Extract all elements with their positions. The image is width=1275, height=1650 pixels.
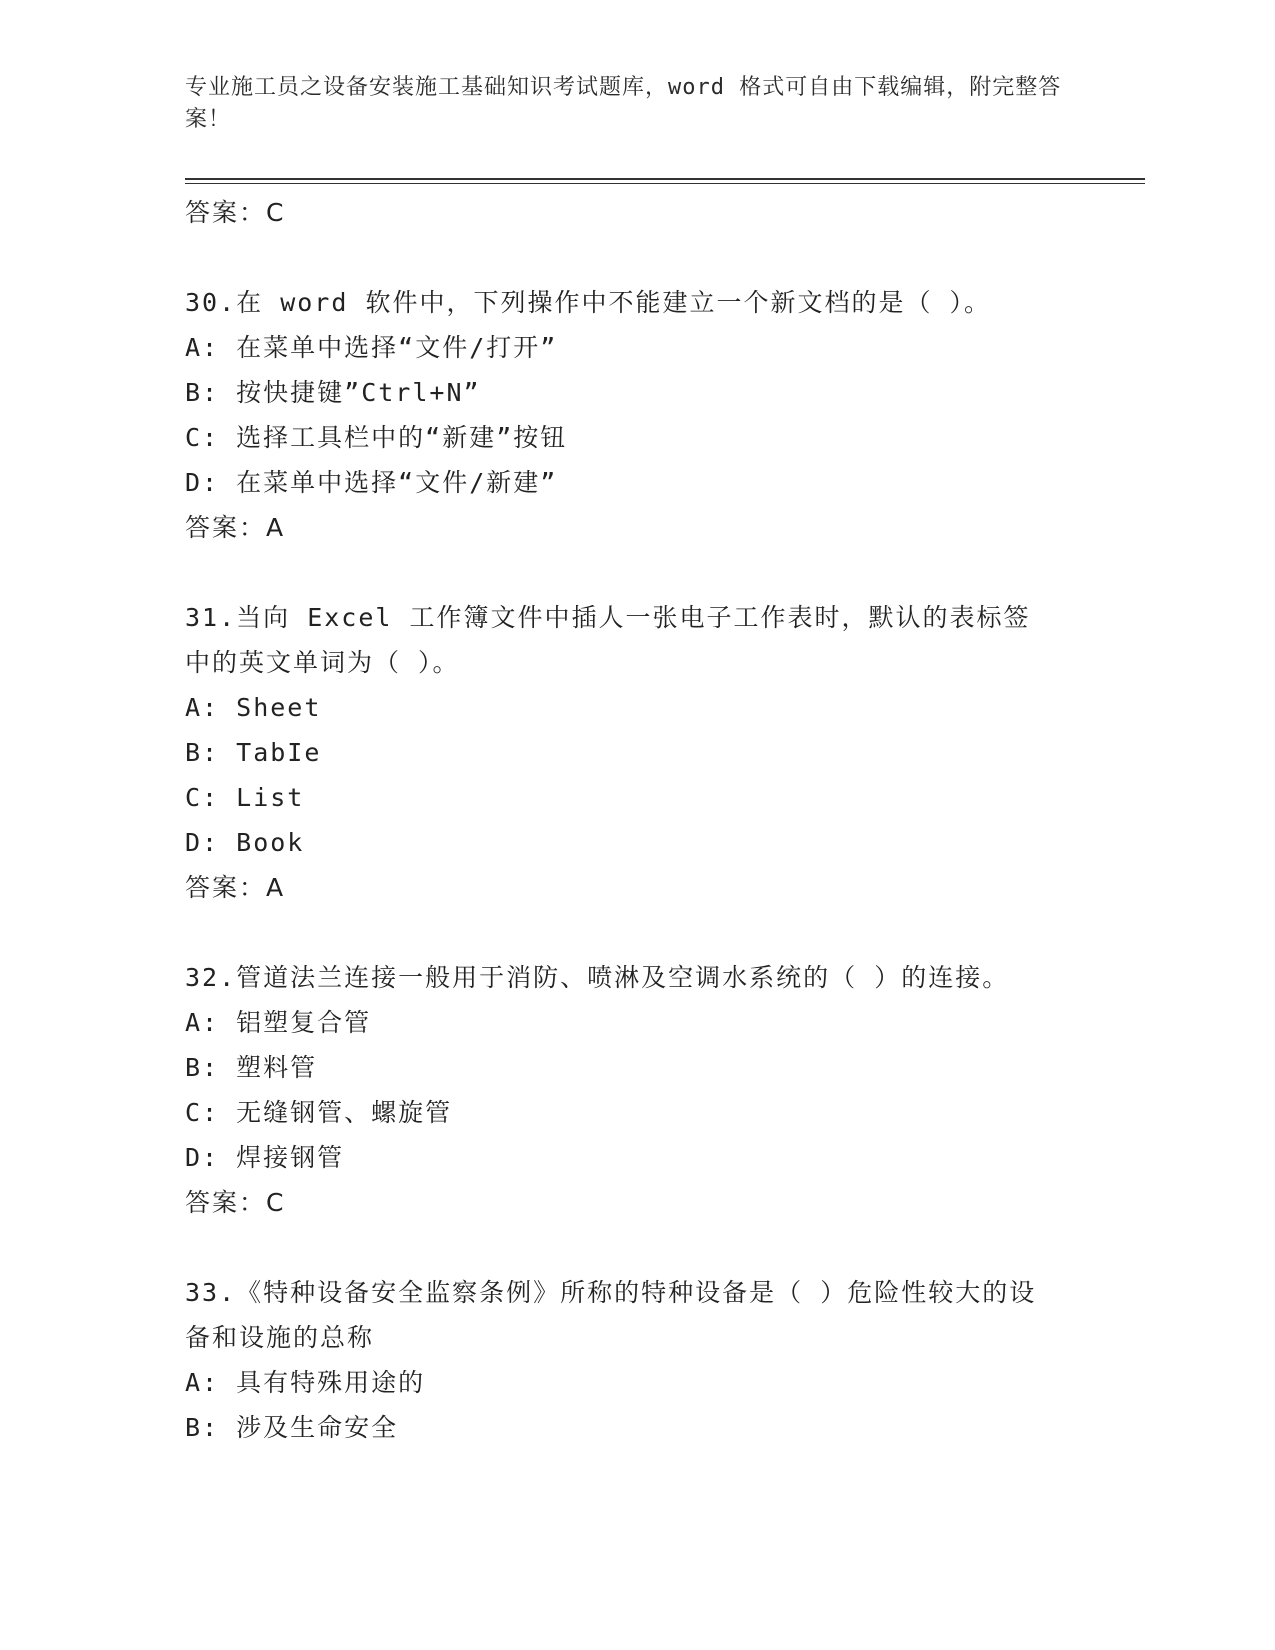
spacer — [185, 910, 1085, 955]
header-rule-thin — [185, 183, 1145, 184]
spacer — [185, 1225, 1085, 1270]
option-d: D: 焊接钢管 — [185, 1143, 345, 1172]
question-block — [185, 1270, 1085, 1450]
question-text: 31.当向 Excel 工作簿文件中插人一张电子工作表时，默认的表标签中的英文单词为（ ）。 — [185, 603, 1031, 677]
option-b: B: 涉及生命安全 — [185, 1413, 399, 1442]
option-d: D: Book — [185, 828, 305, 857]
document-header: 专业施工员之设备安装施工基础知识考试题库，word 格式可自由下载编辑，附完整答案！ — [185, 75, 1062, 132]
option-c: C: List — [185, 783, 305, 812]
option-a: A: 具有特殊用途的 — [185, 1368, 426, 1397]
option-b: B: TabIe — [185, 738, 322, 767]
spacer — [185, 550, 1085, 595]
answer-line: 答案：A — [185, 873, 286, 902]
option-a: A: 在菜单中选择“文件/打开” — [185, 333, 558, 362]
question-text: 32.管道法兰连接一般用于消防、喷淋及空调水系统的（ ）的连接。 — [185, 963, 1010, 992]
option-d: D: 在菜单中选择“文件/新建” — [185, 468, 558, 497]
answer-line: 答案：A — [185, 513, 286, 542]
question-block — [185, 595, 1085, 910]
option-b: B: 按快捷键”Ctrl+N” — [185, 378, 481, 407]
option-c: C: 无缝钢管、螺旋管 — [185, 1098, 453, 1127]
question-block — [185, 955, 1085, 1225]
header-rule-thick — [185, 178, 1145, 180]
option-c: C: 选择工具栏中的“新建”按钮 — [185, 423, 568, 452]
option-b: B: 塑料管 — [185, 1053, 318, 1082]
question-list — [185, 190, 1085, 1450]
question-text: 33.《特种设备安全监察条例》所称的特种设备是（ ）危险性较大的设备和设施的总称 — [185, 1278, 1037, 1352]
answer-line: 答案：C — [185, 1188, 286, 1217]
spacer — [185, 235, 1085, 280]
question-text: 30.在 word 软件中，下列操作中不能建立一个新文档的是（ ）。 — [185, 288, 992, 317]
question-block — [185, 280, 1085, 550]
option-a: A: Sheet — [185, 693, 322, 722]
answer-line: 答案：C — [185, 198, 286, 227]
option-a: A: 铝塑复合管 — [185, 1008, 372, 1037]
